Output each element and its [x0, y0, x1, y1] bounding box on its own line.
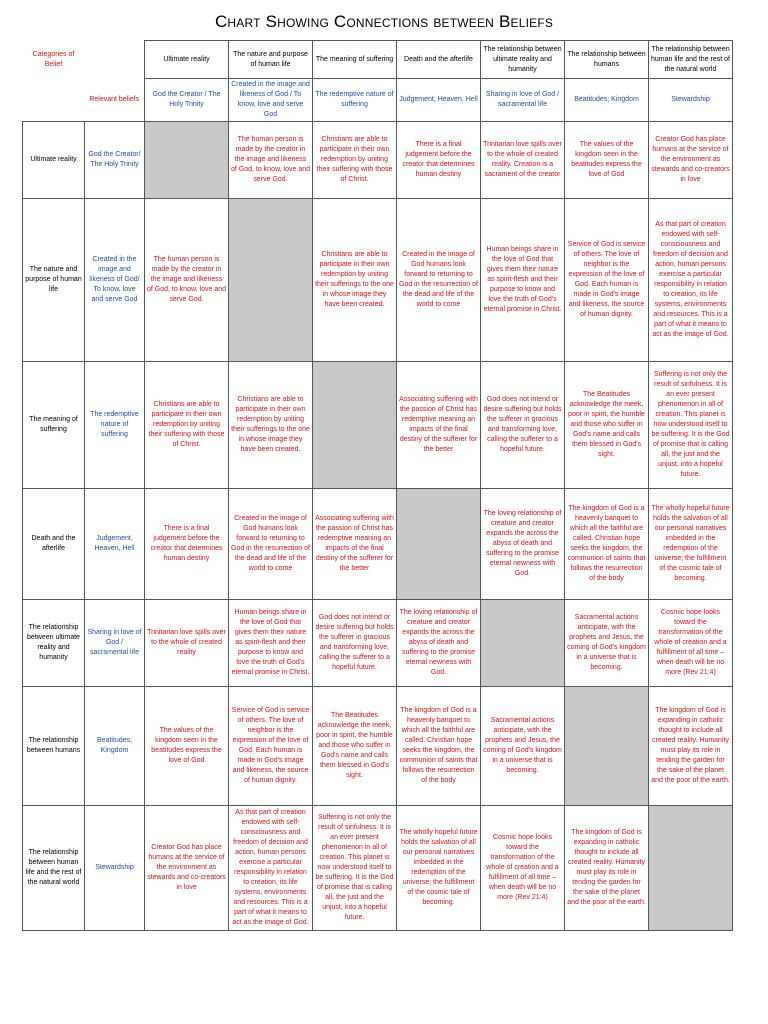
table-row: [23, 122, 733, 199]
row-category-label: Death and the afterlife: [23, 489, 85, 600]
connection-cell: God does not intend or desire suffering but holds the sufferer in gracious and transforming love, calling the sufferer to a hopeful future.: [481, 362, 565, 489]
corner-relevant-label: Relevant beliefs: [85, 79, 145, 122]
diagonal-empty-cell: [481, 600, 565, 687]
connection-cell: Cosmic hope looks toward the transformation of the whole of creation and a fulfillment of all time – when death will be no more (Rev 21:4): [481, 806, 565, 931]
connection-cell: The loving relationship of creature and creator expands the across the abyss of death and suffering to the promise eternal newness with God.: [397, 600, 481, 687]
row-belief-label: God the Creator/ The Holy Trinity: [85, 122, 145, 199]
column-belief-header: Sharing in love of God / sacramental life: [481, 79, 565, 122]
corner-empty-cell: [85, 41, 145, 79]
table-row: [23, 362, 733, 489]
connection-cell: The kingdom of God is expanding in catholic thought to include all created reality. Humanity must play its role in tending the garden for the sake of the planet and the poor of the earth.: [649, 687, 733, 806]
connection-cell: Christians are able to participate in their own redemption by uniting their suffering with those of Christ.: [313, 122, 397, 199]
table-row: [23, 489, 733, 600]
connection-cell: The loving relationship of creature and creator expands the across the abyss of death and suffering to the promise eternal newness with God.: [481, 489, 565, 600]
connection-cell: Creator God has place humans at the service of the environment as stewards and co-creators in love: [145, 806, 229, 931]
column-category-header: The relationship between humans: [565, 41, 649, 79]
table-row: [23, 600, 733, 687]
corner-categories-label: Categories of Belief: [32, 50, 75, 68]
connection-cell: The kingdom of God is a heavenly banquet to which all the faithful are called. Christian hope seeks the kingdom, the communion of saints that follows the resurrection of the body: [397, 687, 481, 806]
connection-cell: Human beings share in the love of God that gives them their nature as spirit-flesh and their purpose to know and love the truth of God's eternal promise in Christ.: [481, 199, 565, 362]
diagonal-empty-cell: [313, 362, 397, 489]
connection-cell: Human beings share in the love of God that gives them their nature as spirit-flesh and their purpose to know and love the truth of God's eternal promise in Christ.: [229, 600, 313, 687]
row-belief-label: Sharing in love of God / sacramental life: [85, 600, 145, 687]
diagonal-empty-cell: [397, 489, 481, 600]
connection-cell: The human person is made by the creator in the image and likeness of God, to know, love and serve God.: [145, 199, 229, 362]
connection-cell: Christians are able to participate in their own redemption by uniting their suffering with those of Christ.: [145, 362, 229, 489]
table-row: [23, 199, 733, 362]
column-belief-header: Judgement, Heaven, Hell: [397, 79, 481, 122]
connection-cell: The kingdom of God is expanding in catholic thought to include all created reality. Humanity must play its role in tending the garden for the sake of the planet and the poor of the earth.: [565, 806, 649, 931]
column-category-header: The meaning of suffering: [313, 41, 397, 79]
chart-title: Chart Showing Connections between Beliefs: [214, 12, 554, 31]
row-category-label: The relationship between human life and the rest of the natural world: [23, 806, 85, 931]
connection-cell: The values of the kingdom seen in the beatitudes express the love of God: [565, 122, 649, 199]
connection-cell: There is a final judgement before the creator that determines human destiny: [145, 489, 229, 600]
connection-cell: There is a final judgement before the creator that determines human destiny: [397, 122, 481, 199]
row-category-label: The nature and purpose of human life: [23, 199, 85, 362]
connection-cell: Creator God has place humans at the service of the environment as stewards and co-creators in love: [649, 122, 733, 199]
connection-cell: The kingdom of God is a heavenly banquet to which all the faithful are called. Christian hope seeks the kingdom, the communion of saints that follows the resurrection of the body: [565, 489, 649, 600]
header-categories-row: [23, 41, 733, 79]
column-category-header: Ultimate reality: [145, 41, 229, 79]
connection-cell: Cosmic hope looks toward the transformation of the whole of creation and a fulfillment of all time – when death will be no more (Rev 21:4): [649, 600, 733, 687]
row-category-label: Ultimate reality: [23, 122, 85, 199]
diagonal-empty-cell: [145, 122, 229, 199]
connection-cell: Service of God is service of others. The love of neighbor is the expression of the love of God. Each human is made in God's image and likeness, the source of human dignity.: [565, 199, 649, 362]
connection-cell: Service of God is service of others. The love of neighbor is the expression of the love of God. Each human is made in God's image and likeness, the source of human dignity.: [229, 687, 313, 806]
corner-empty-cell: [23, 79, 85, 122]
column-belief-header: Created in the image and likeness of God / To know, love and serve God: [229, 79, 313, 122]
connection-cell: As that part of creation endowed with self-consciousness and freedom of decision and action, human persons exercise a particular responsibility in relation to creation, its life systems, environments and resources. This is a part of what it means to act as the image of God.: [649, 199, 733, 362]
connection-cell: The wholly hopeful future holds the salvation of all our personal narratives imbedded in the redemption of the universe; the fulfillment of the cosmic tale of becoming.: [649, 489, 733, 600]
row-belief-label: The redemptive nature of suffering: [85, 362, 145, 489]
connection-cell: As that part of creation endowed with self-consciousness and freedom of decision and action, human persons exercise a particular responsibility in relation to creation, its life systems, environments and resources. This is a part of what it means to act as the image of God.: [229, 806, 313, 931]
connection-cell: The human person is made by the creator in the image and likeness of God, to know, love and serve God.: [229, 122, 313, 199]
connection-cell: Associating suffering with the passion of Christ has redemptive meaning an impacts of the final destiny of the sufferer for the better: [397, 362, 481, 489]
connection-cell: The Beatitudes acknowledge the meek, poor in spirit, the humble and those who suffer in God's name and calls them blessed in God's sight.: [565, 362, 649, 489]
diagonal-empty-cell: [229, 199, 313, 362]
table-row: [23, 806, 733, 931]
connection-cell: Associating suffering with the passion of Christ has redemptive meaning an impacts of the final destiny of the sufferer for the better: [313, 489, 397, 600]
connection-cell: The values of the kingdom seen in the beatitudes express the love of God: [145, 687, 229, 806]
diagonal-empty-cell: [565, 687, 649, 806]
column-category-header: Death and the afterlife: [397, 41, 481, 79]
header-beliefs-row: [23, 79, 733, 122]
connection-cell: The Beatitudes acknowledge the meek, poor in spirit, the humble and those who suffer in God's name and calls them blessed in God's sight.: [313, 687, 397, 806]
column-belief-header: The redemptive nature of suffering: [313, 79, 397, 122]
connection-cell: The wholly hopeful future holds the salvation of all our personal narratives imbedded in the redemption of the universe; the fulfillment of the cosmic tale of becoming.: [397, 806, 481, 931]
connection-cell: Christians are able to participate in their own redemption by uniting their sufferings to the one in whose image they have been created.: [313, 199, 397, 362]
connection-cell: Created in the image of God humans look forward to returning to God in the resurrection of the dead and life of the world to come: [229, 489, 313, 600]
column-belief-header: Beatitudes; Kingdom: [565, 79, 649, 122]
connection-cell: Suffering is not only the result of sinfulness. It is an ever present phenomenon in all of creation. This planet is now understood itself to be suffering. It is the God of promise that is calling all, the just and the unjust, into a hopeful future.: [649, 362, 733, 489]
row-belief-label: Created in the image and likeness of God/ To know, love and serve God: [85, 199, 145, 362]
column-category-header: The nature and purpose of human life: [229, 41, 313, 79]
column-belief-header: God the Creator / The Holy Trinity: [145, 79, 229, 122]
table-row: [23, 687, 733, 806]
column-category-header: The relationship between human life and the rest of the natural world: [649, 41, 733, 79]
beliefs-connection-table: [22, 40, 733, 931]
row-category-label: The meaning of suffering: [23, 362, 85, 489]
row-belief-label: Judgement, Heaven, Hell: [85, 489, 145, 600]
connection-cell: Suffering is not only the result of sinfulness. It is an ever present phenomenon in all of creation. This planet is now understood itself to be suffering. It is the God of promise that is calling all, the just and the unjust, into a hopeful future.: [313, 806, 397, 931]
connection-cell: Created in the image of God humans look forward to returning to God in the resurrection of the dead and life of the world to come: [397, 199, 481, 362]
row-category-label: The relationship between ultimate reality and humanity: [23, 600, 85, 687]
connection-cell: Trinitarian love spills over to the whole of created reality. Creation is a sacrament of the creator: [481, 122, 565, 199]
row-belief-label: Beatitudes; Kingdom: [85, 687, 145, 806]
connection-cell: Sacramental actions anticipate, with the prophets and Jesus, the coming of God's kingdom in a universe that is becoming.: [565, 600, 649, 687]
row-category-label: The relationship between humans: [23, 687, 85, 806]
column-belief-header: Stewardship: [649, 79, 733, 122]
connection-cell: Trinitarian love spills over to the whole of created reality: [145, 600, 229, 687]
diagonal-empty-cell: [649, 806, 733, 931]
connection-cell: Sacramental actions anticipate, with the prophets and Jesus, the coming of God's kingdom in a universe that is becoming.: [481, 687, 565, 806]
connection-cell: God does not intend or desire suffering but holds the sufferer in gracious and transforming love, calling the sufferer to a hopeful future.: [313, 600, 397, 687]
connection-cell: Christians are able to participate in their own redemption by uniting their sufferings to the one in whose image they have been created.: [229, 362, 313, 489]
row-belief-label: Stewardship: [85, 806, 145, 931]
column-category-header: The relationship between ultimate reality and humanity: [481, 41, 565, 79]
